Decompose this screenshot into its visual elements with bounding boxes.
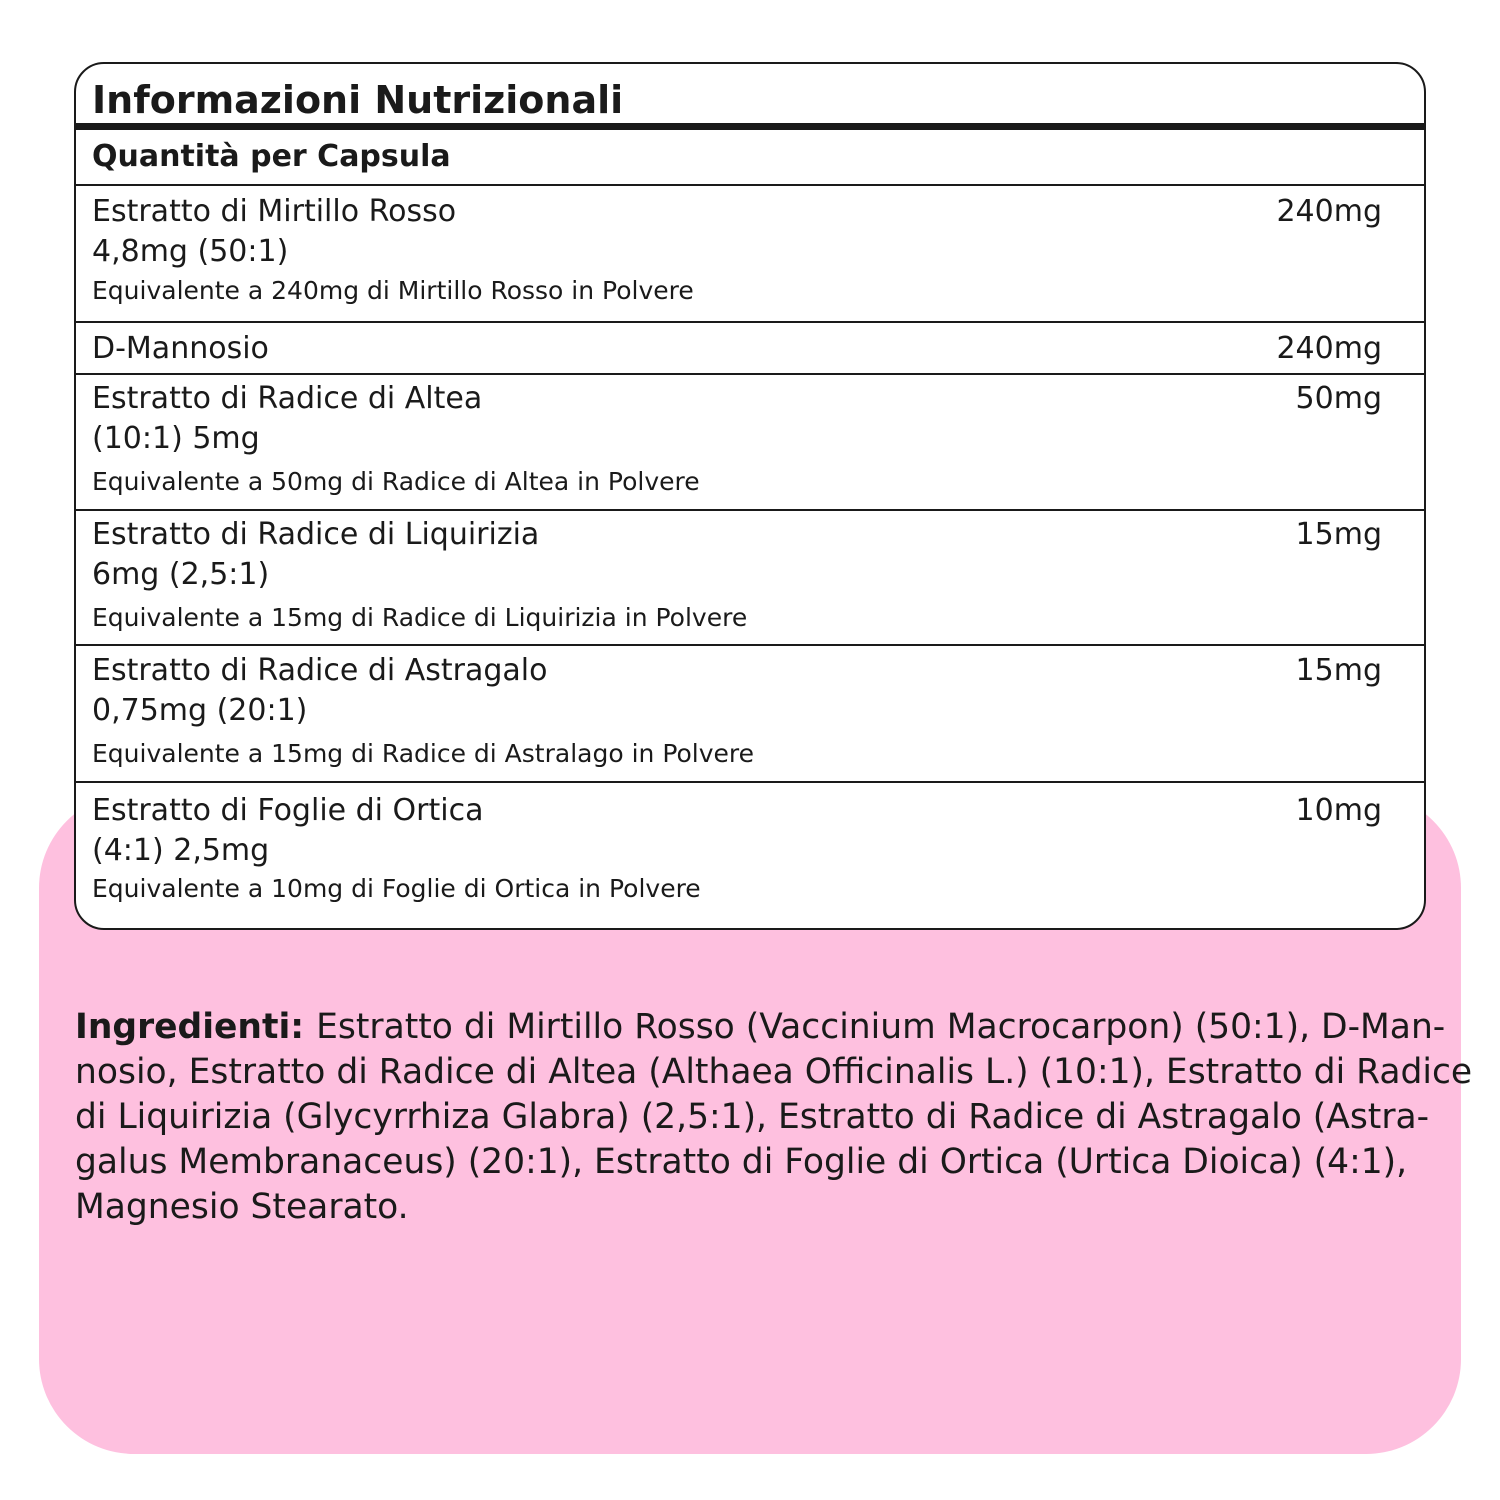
ingredients-line: di Liquirizia (Glycyrrhiza Glabra) (2,5:1), Estratto di Radice di Astragalo (Astra- (75, 1097, 1430, 1137)
table-row-mirtillo-rosso (76, 186, 1424, 323)
ingredient-equivalent: Equivalente a 240mg di Mirtillo Rosso in Polvere (92, 276, 694, 305)
ingredients-line: nosio, Estratto di Radice di Altea (Althaea Officinalis L.) (10:1), Estratto di Radice (75, 1052, 1473, 1092)
ingredient-name: Estratto di Foglie di Ortica (92, 793, 484, 828)
ingredient-name: Estratto di Radice di Liquirizia (92, 517, 540, 552)
ingredient-extract-ratio: 4,8mg (50:1) (92, 234, 289, 269)
ingredient-name: Estratto di Radice di Astragalo (92, 653, 548, 688)
ingredient-name: Estratto di Mirtillo Rosso (92, 194, 457, 229)
ingredients-line: galus Membranaceus) (20:1), Estratto di Foglie di Ortica (Urtica Dioica) (4:1), (75, 1142, 1408, 1182)
ingredient-amount: 15mg (1295, 653, 1382, 688)
table-row-altea (76, 375, 1424, 511)
ingredients-line (75, 1005, 1446, 1050)
ingredients-text: Estratto di Mirtillo Rosso (Vaccinium Macrocarpon) (50:1), D-Man- (316, 1007, 1446, 1047)
ingredient-extract-ratio: 0,75mg (20:1) (92, 693, 308, 728)
nutrition-facts-table (74, 62, 1426, 930)
ingredient-amount: 50mg (1295, 381, 1382, 416)
ingredient-name: Estratto di Radice di Altea (92, 381, 483, 416)
ingredient-extract-ratio: 6mg (2,5:1) (92, 557, 270, 592)
ingredient-amount: 240mg (1276, 331, 1382, 366)
table-title: Informazioni Nutrizionali (76, 64, 1424, 130)
ingredients-label: Ingredienti: (75, 1007, 305, 1047)
ingredient-extract-ratio: (10:1) 5mg (92, 421, 260, 456)
table-row-d-mannosio (76, 323, 1424, 375)
serving-size-label: Quantità per Capsula (76, 130, 1424, 186)
ingredient-amount: 240mg (1276, 194, 1382, 229)
table-row-ortica (76, 783, 1424, 905)
ingredients-line: Magnesio Stearato. (75, 1187, 409, 1227)
ingredient-equivalent: Equivalente a 15mg di Radice di Liquirizia in Polvere (92, 603, 748, 632)
ingredient-equivalent: Equivalente a 10mg di Foglie di Ortica in Polvere (92, 874, 701, 903)
ingredients-paragraph (75, 1005, 1473, 1230)
ingredient-equivalent: Equivalente a 50mg di Radice di Altea in Polvere (92, 467, 700, 496)
ingredient-equivalent: Equivalente a 15mg di Radice di Astralago in Polvere (92, 739, 755, 768)
table-row-liquirizia (76, 511, 1424, 646)
ingredient-extract-ratio: (4:1) 2,5mg (92, 833, 270, 868)
ingredient-amount: 15mg (1295, 517, 1382, 552)
table-row-astragalo (76, 646, 1424, 783)
ingredient-amount: 10mg (1295, 793, 1382, 828)
ingredient-name: D-Mannosio (92, 331, 269, 366)
